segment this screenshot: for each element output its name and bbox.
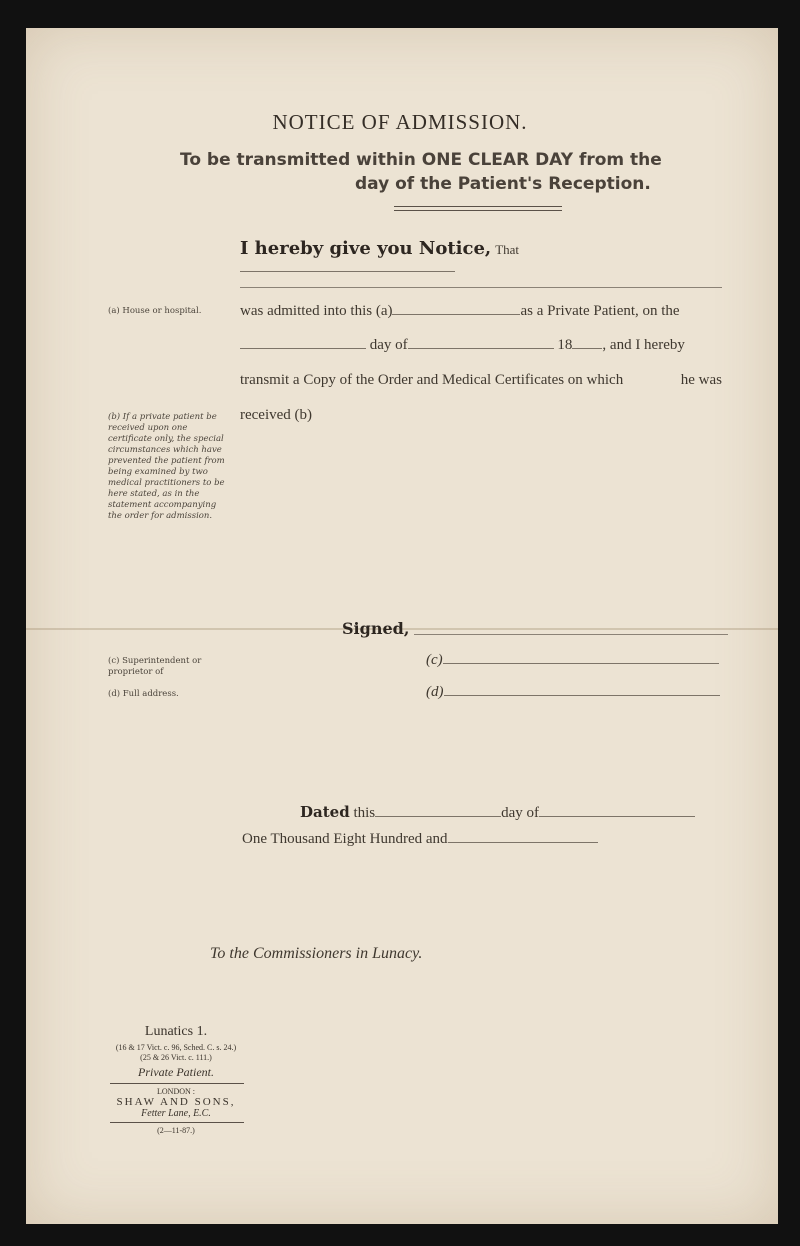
- transmit-text: transmit a Copy of the Order and Medical Certificates on which: [240, 372, 624, 388]
- received-text: received (b): [240, 407, 313, 423]
- notice-line-2: [240, 303, 680, 320]
- sidenote-d: (d) Full address.: [108, 689, 179, 699]
- admitted-text: was admitted into this (a): [240, 303, 393, 319]
- sidenote-b: (b) If a private patient be received upon one certificate only, the special circumstances which have prevented the patient from being examined by two medical practitioners to be here stated, as in the statement accompanying the order for admission.: [108, 412, 225, 521]
- dated-word: Dated: [300, 803, 350, 821]
- imprint-rule-2: [110, 1122, 244, 1123]
- addressee: To the Commissioners in Lunacy.: [210, 945, 423, 962]
- imprint-rule: [110, 1083, 244, 1084]
- private-patient-text: as a Private Patient, on the: [520, 303, 680, 319]
- superintendent-blank[interactable]: [443, 663, 719, 664]
- sidenote-a: (a) House or hospital.: [108, 306, 202, 316]
- name-continuation-rule[interactable]: [240, 287, 722, 288]
- printer-name: SHAW AND SONS,: [116, 1096, 236, 1108]
- act-reference-2: (25 & 26 Vict. c. 111.): [140, 1053, 212, 1062]
- print-code: (2—11-87.): [157, 1126, 195, 1135]
- c-line: [426, 652, 719, 669]
- year-words: One Thousand Eight Hundred and: [242, 831, 448, 847]
- day-of-text: day of: [369, 337, 408, 353]
- year-line: [242, 831, 598, 848]
- and-hereby-text: , and I hereby: [602, 337, 685, 353]
- notice-line-4: [240, 372, 722, 389]
- dated-line: [300, 803, 695, 822]
- he-was-text: he was: [680, 372, 722, 388]
- dated-day-of-text: day of: [501, 805, 540, 821]
- printer-address: Fetter Lane, E.C.: [141, 1108, 211, 1119]
- opening-words: I hereby give you Notice,: [240, 238, 492, 259]
- form-number: Lunatics 1.: [144, 1024, 208, 1039]
- act-reference-1: (16 & 17 Vict. c. 96, Sched. C. s. 24.): [115, 1043, 237, 1052]
- form-title: NOTICE OF ADMISSION.: [272, 110, 528, 134]
- dated-day-blank[interactable]: [375, 816, 501, 817]
- that-word: That: [495, 242, 520, 257]
- year-words-blank[interactable]: [448, 842, 598, 843]
- signature-blank[interactable]: [414, 634, 728, 635]
- signed-line: [342, 619, 409, 639]
- year-prefix: 18: [557, 337, 573, 353]
- subtitle-line-1: To be transmitted within ONE CLEAR DAY from the: [180, 150, 662, 170]
- day-blank[interactable]: [240, 348, 366, 349]
- heading-rule-2: [394, 210, 562, 211]
- heading-rule: [394, 206, 562, 207]
- notice-line-1: [240, 238, 722, 277]
- patient-type: Private Patient.: [138, 1065, 214, 1079]
- dated-month-blank[interactable]: [539, 816, 695, 817]
- patient-name-blank[interactable]: [240, 271, 455, 272]
- signed-word: Signed,: [342, 619, 410, 638]
- subtitle-line-2: day of the Patient's Reception.: [355, 174, 651, 194]
- notice-line-3: [240, 337, 685, 354]
- this-text: this: [353, 805, 376, 821]
- printer-imprint: [108, 1024, 244, 1135]
- address-blank[interactable]: [444, 695, 720, 696]
- house-blank[interactable]: [392, 314, 520, 315]
- year-blank[interactable]: [572, 348, 602, 349]
- sidenote-c: (c) Superintendent or proprietor of: [108, 656, 202, 677]
- london-label: LONDON :: [157, 1087, 195, 1096]
- month-blank[interactable]: [408, 348, 554, 349]
- d-line: [426, 684, 720, 701]
- c-label: (c): [426, 652, 443, 668]
- d-label: (d): [426, 684, 444, 700]
